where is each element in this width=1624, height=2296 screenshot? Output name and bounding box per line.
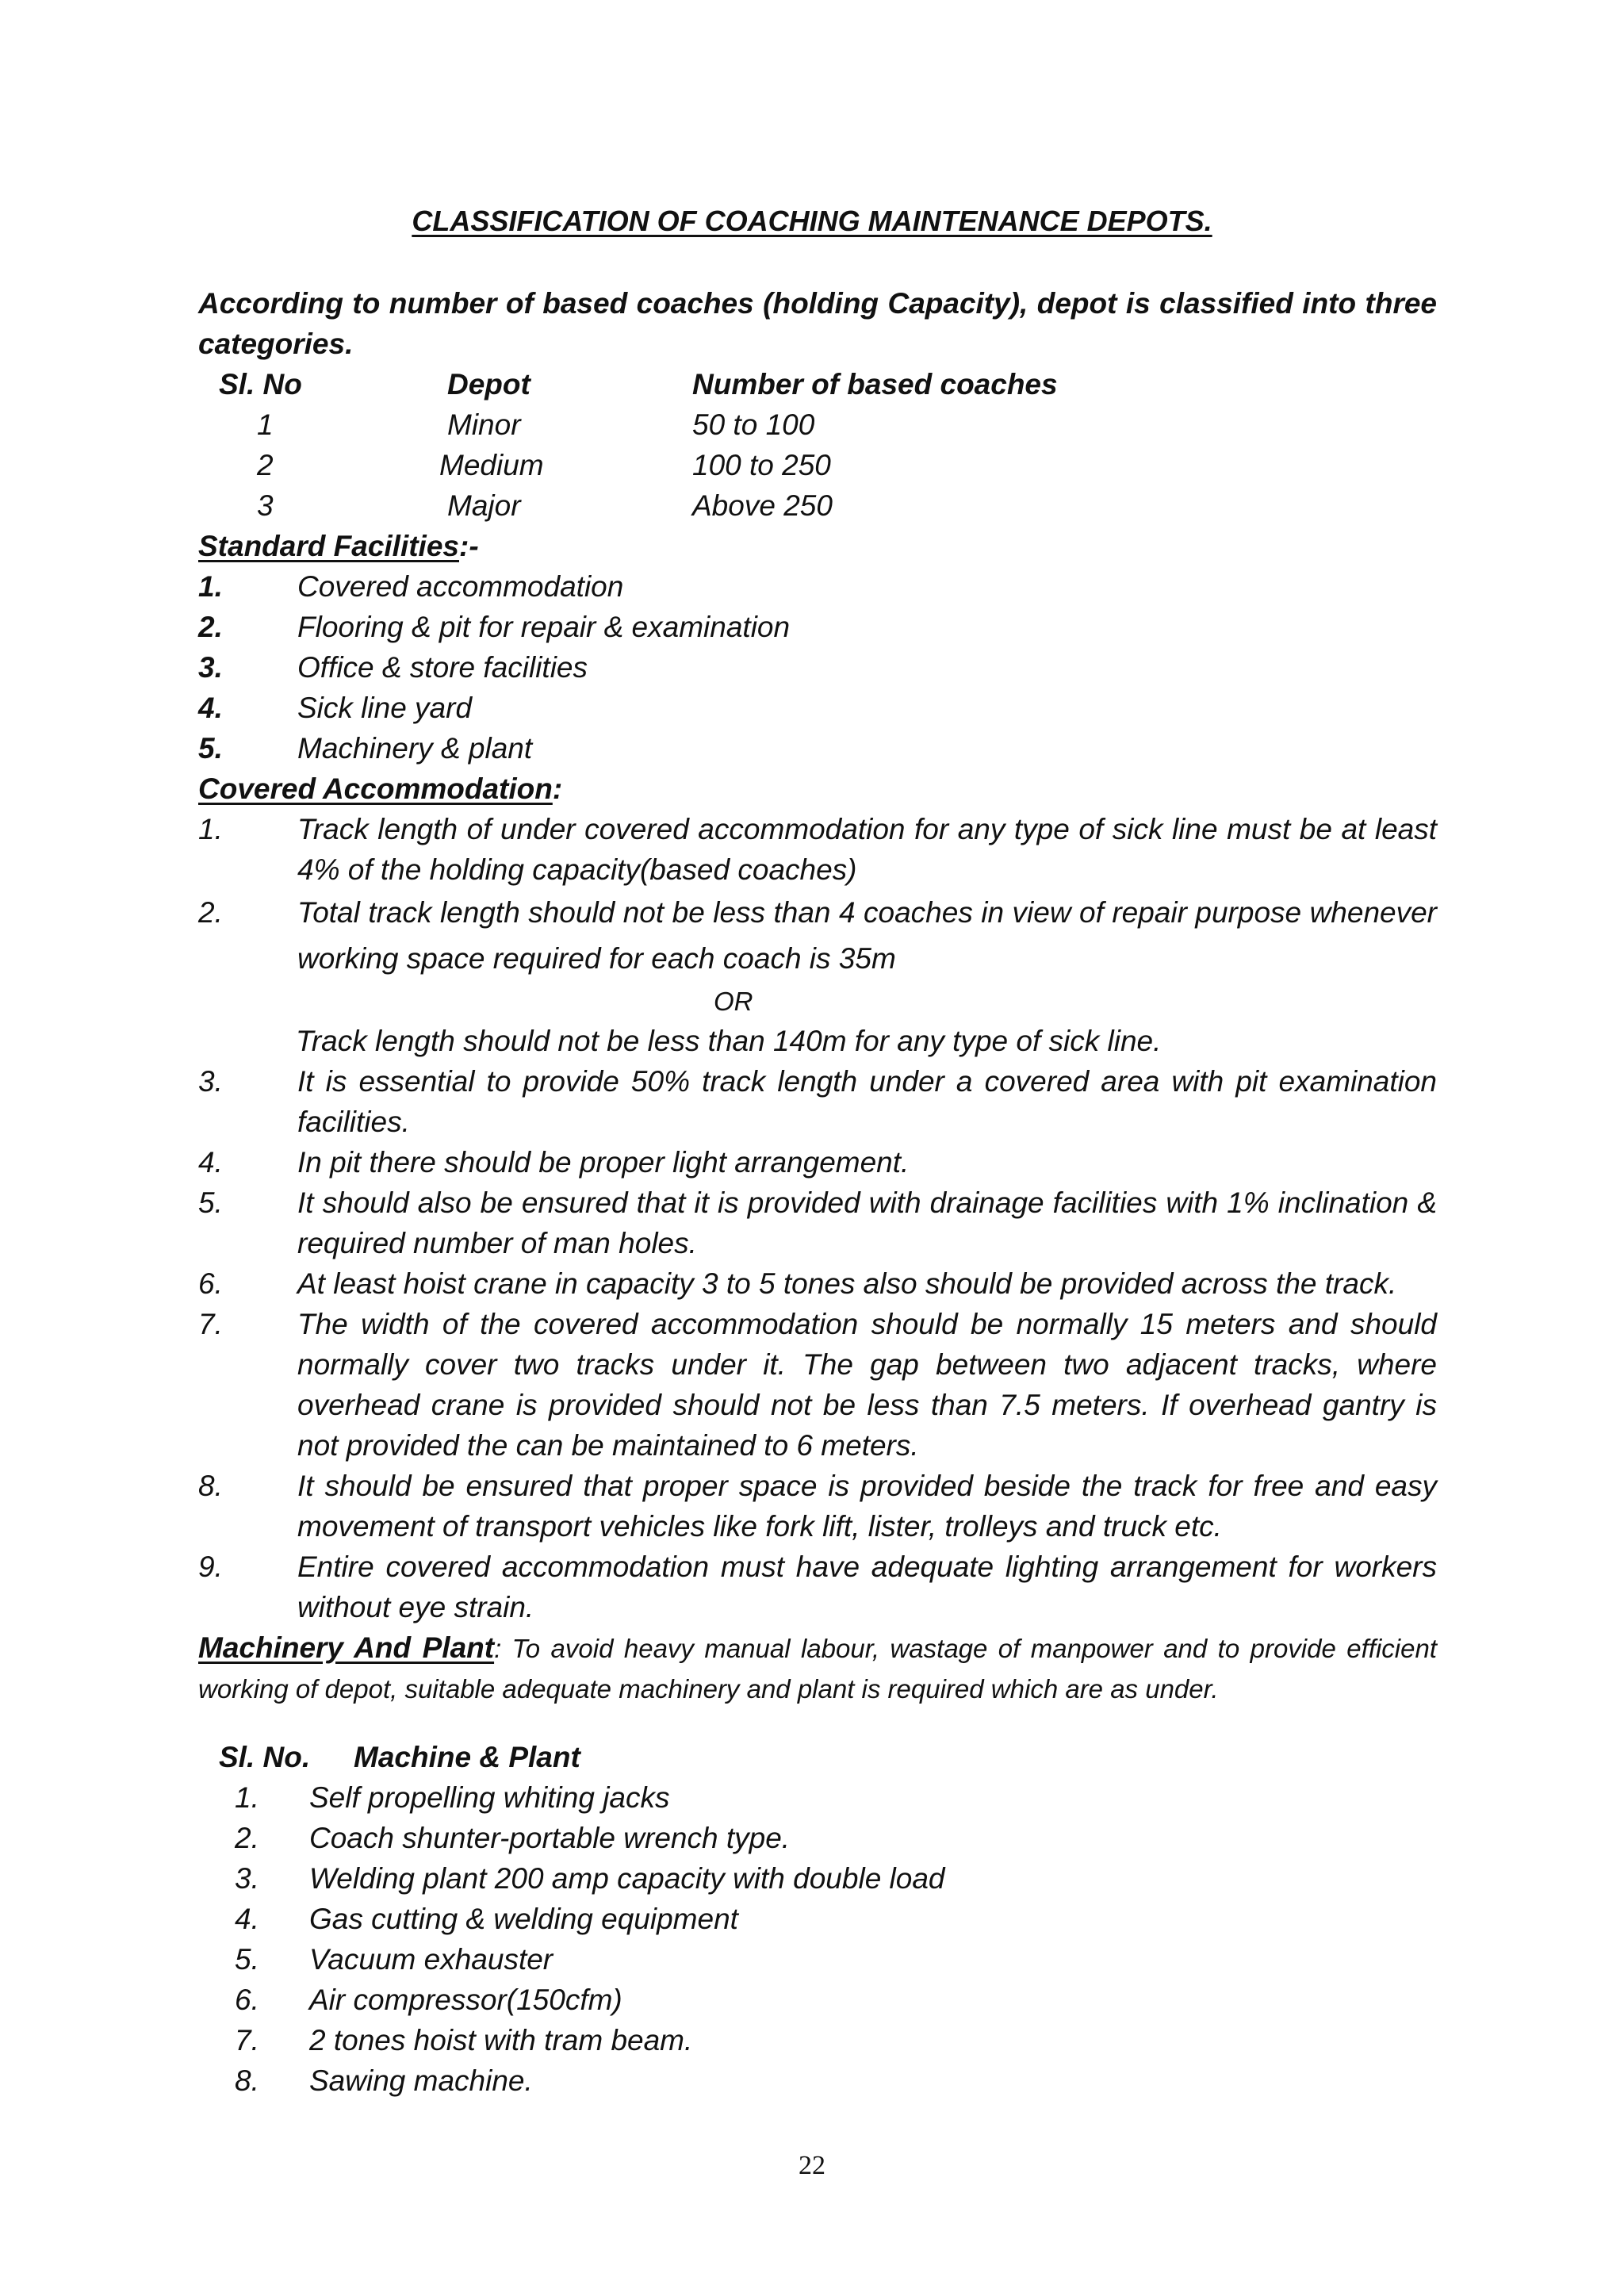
item-number: 3.	[198, 651, 223, 684]
row-number: 8.	[235, 2064, 259, 2097]
item-number: 6.	[198, 1267, 223, 1300]
row-number: 7.	[235, 2024, 259, 2056]
col-header-machine: Machine & Plant	[354, 1741, 580, 1773]
row-number: 3.	[235, 1862, 259, 1895]
machinery-paragraph	[198, 1627, 1437, 1709]
item-text: It should also be ensured that it is provided with drainage facilities with 1% inclination & required number of man holes.	[297, 1186, 1437, 1259]
row-text: Gas cutting & welding equipment	[309, 1903, 738, 1935]
cell-depot: Minor	[447, 408, 521, 441]
col-header-slno: Sl. No.	[219, 1741, 311, 1773]
row-text: 2 tones hoist with tram beam.	[309, 2024, 693, 2056]
cell-slno: 3	[257, 489, 274, 522]
cell-depot: Medium	[439, 449, 544, 481]
machine-row	[0, 1980, 1624, 2020]
cell-coaches: Above 250	[692, 489, 833, 522]
machine-row	[0, 1858, 1624, 1899]
accommodation-item	[198, 1061, 1437, 1142]
item-text: Total track length should not be less than 4 coaches in view of repair purpose whenever working space required for each coach is 35m	[297, 896, 1437, 975]
item-number: 1.	[198, 813, 223, 845]
item-number: 9.	[198, 1550, 223, 1583]
item-text: Office & store facilities	[297, 651, 588, 684]
item-number: 3.	[198, 1065, 223, 1098]
standard-facilities-heading	[198, 526, 479, 566]
facility-item	[198, 647, 1437, 688]
facility-item	[198, 566, 1437, 607]
item-number: 5.	[198, 1186, 223, 1219]
machine-row	[0, 1818, 1624, 1858]
or-separator: OR	[714, 987, 753, 1016]
machinery-heading: Machinery And Plant	[198, 1631, 495, 1664]
item-text: In pit there should be proper light arrangement.	[297, 1146, 910, 1179]
machinery-text: To avoid heavy manual labour, wastage of manpower and to provide efficient working of depot, suitable adequate machinery and plant is required which are as under.	[198, 1634, 1437, 1704]
item-text: At least hoist crane in capacity 3 to 5 tones also should be provided across the track.	[297, 1267, 1397, 1300]
item-text: Machinery & plant	[297, 732, 533, 765]
accommodation-alt-text	[296, 1021, 1437, 1061]
accommodation-item	[198, 1466, 1437, 1547]
item-number: 7.	[198, 1308, 223, 1340]
row-text: Vacuum exhauster	[309, 1943, 553, 1976]
item-number: 4.	[198, 1146, 223, 1179]
accommodation-item	[198, 1304, 1437, 1466]
item-text: Track length should not be less than 140m for any type of sick line.	[296, 1025, 1162, 1057]
heading-suffix: :-	[459, 530, 479, 562]
row-text: Self propelling whiting jacks	[309, 1781, 670, 1814]
heading-text: Standard Facilities	[198, 530, 459, 562]
item-text: Entire covered accommodation must have adequate lighting arrangement for workers without eye strain.	[297, 1550, 1437, 1623]
heading-text: Covered Accommodation	[198, 772, 553, 805]
item-number: 1.	[198, 570, 223, 603]
item-text: It should be ensured that proper space is provided beside the track for free and easy movement of transport vehicles like fork lift, lister, trolleys and truck etc.	[297, 1470, 1437, 1543]
row-text: Sawing machine.	[309, 2064, 533, 2097]
machine-row	[0, 1939, 1624, 1980]
row-text: Coach shunter-portable wrench type.	[309, 1822, 791, 1854]
accommodation-item	[198, 809, 1437, 890]
facility-item	[198, 728, 1437, 769]
accommodation-item	[198, 1142, 1437, 1182]
accommodation-item	[198, 1547, 1437, 1627]
cell-slno: 2	[257, 449, 274, 481]
cell-coaches: 50 to 100	[692, 408, 815, 441]
col-header-depot: Depot	[447, 368, 530, 401]
depot-table-row	[0, 485, 1624, 526]
item-text: Track length of under covered accommodation for any type of sick line must be at least 4% of the holding capacity(based coaches)	[297, 813, 1437, 886]
item-number: 4.	[198, 692, 223, 724]
heading-suffix: :	[552, 772, 563, 805]
depot-table-row	[0, 445, 1624, 485]
accommodation-item	[198, 1263, 1437, 1304]
item-number: 2.	[198, 896, 223, 929]
machine-row	[0, 1899, 1624, 1939]
row-number: 5.	[235, 1943, 259, 1976]
machine-row	[0, 2020, 1624, 2060]
row-text: Welding plant 200 amp capacity with double load	[309, 1862, 945, 1895]
heading-suffix: :	[494, 1634, 502, 1663]
facility-item	[198, 607, 1437, 647]
cell-slno: 1	[257, 408, 274, 441]
item-number: 5.	[198, 732, 223, 765]
depot-table-row	[0, 404, 1624, 445]
intro-paragraph: According to number of based coaches (holding Capacity), depot is classified into three categories.	[198, 287, 1437, 360]
row-number: 1.	[235, 1781, 259, 1814]
item-text: Covered accommodation	[297, 570, 624, 603]
accommodation-item	[198, 890, 1437, 982]
facility-item	[198, 688, 1437, 728]
item-number: 2.	[198, 611, 223, 643]
row-number: 6.	[235, 1984, 259, 2016]
machine-row	[0, 2060, 1624, 2101]
covered-accommodation-heading	[198, 769, 562, 809]
item-text: It is essential to provide 50% track length under a covered area with pit examination facilities.	[297, 1065, 1437, 1138]
col-header-slno: Sl. No	[219, 368, 302, 401]
machine-list-header	[0, 1737, 1624, 1777]
machine-row	[0, 1777, 1624, 1818]
row-text: Air compressor(150cfm)	[309, 1984, 622, 2016]
depot-table-header	[0, 364, 1624, 404]
col-header-coaches: Number of based coaches	[692, 368, 1058, 401]
cell-depot: Major	[447, 489, 521, 522]
item-text: The width of the covered accommodation should be normally 15 meters and should normally cover two tracks under it. The gap between two adjacent tracks, where overhead crane is provided should not be less than 7.5 meters. If overhead gantry is not provided the can be maintained to 6 meters.	[297, 1308, 1437, 1462]
row-number: 2.	[235, 1822, 259, 1854]
page-number: 22	[799, 2151, 825, 2180]
row-number: 4.	[235, 1903, 259, 1935]
cell-coaches: 100 to 250	[692, 449, 831, 481]
page-title: CLASSIFICATION OF COACHING MAINTENANCE DEPOTS.	[412, 205, 1212, 237]
item-text: Flooring & pit for repair & examination	[297, 611, 791, 643]
item-number: 8.	[198, 1470, 223, 1502]
item-text: Sick line yard	[297, 692, 473, 724]
accommodation-item	[198, 1182, 1437, 1263]
